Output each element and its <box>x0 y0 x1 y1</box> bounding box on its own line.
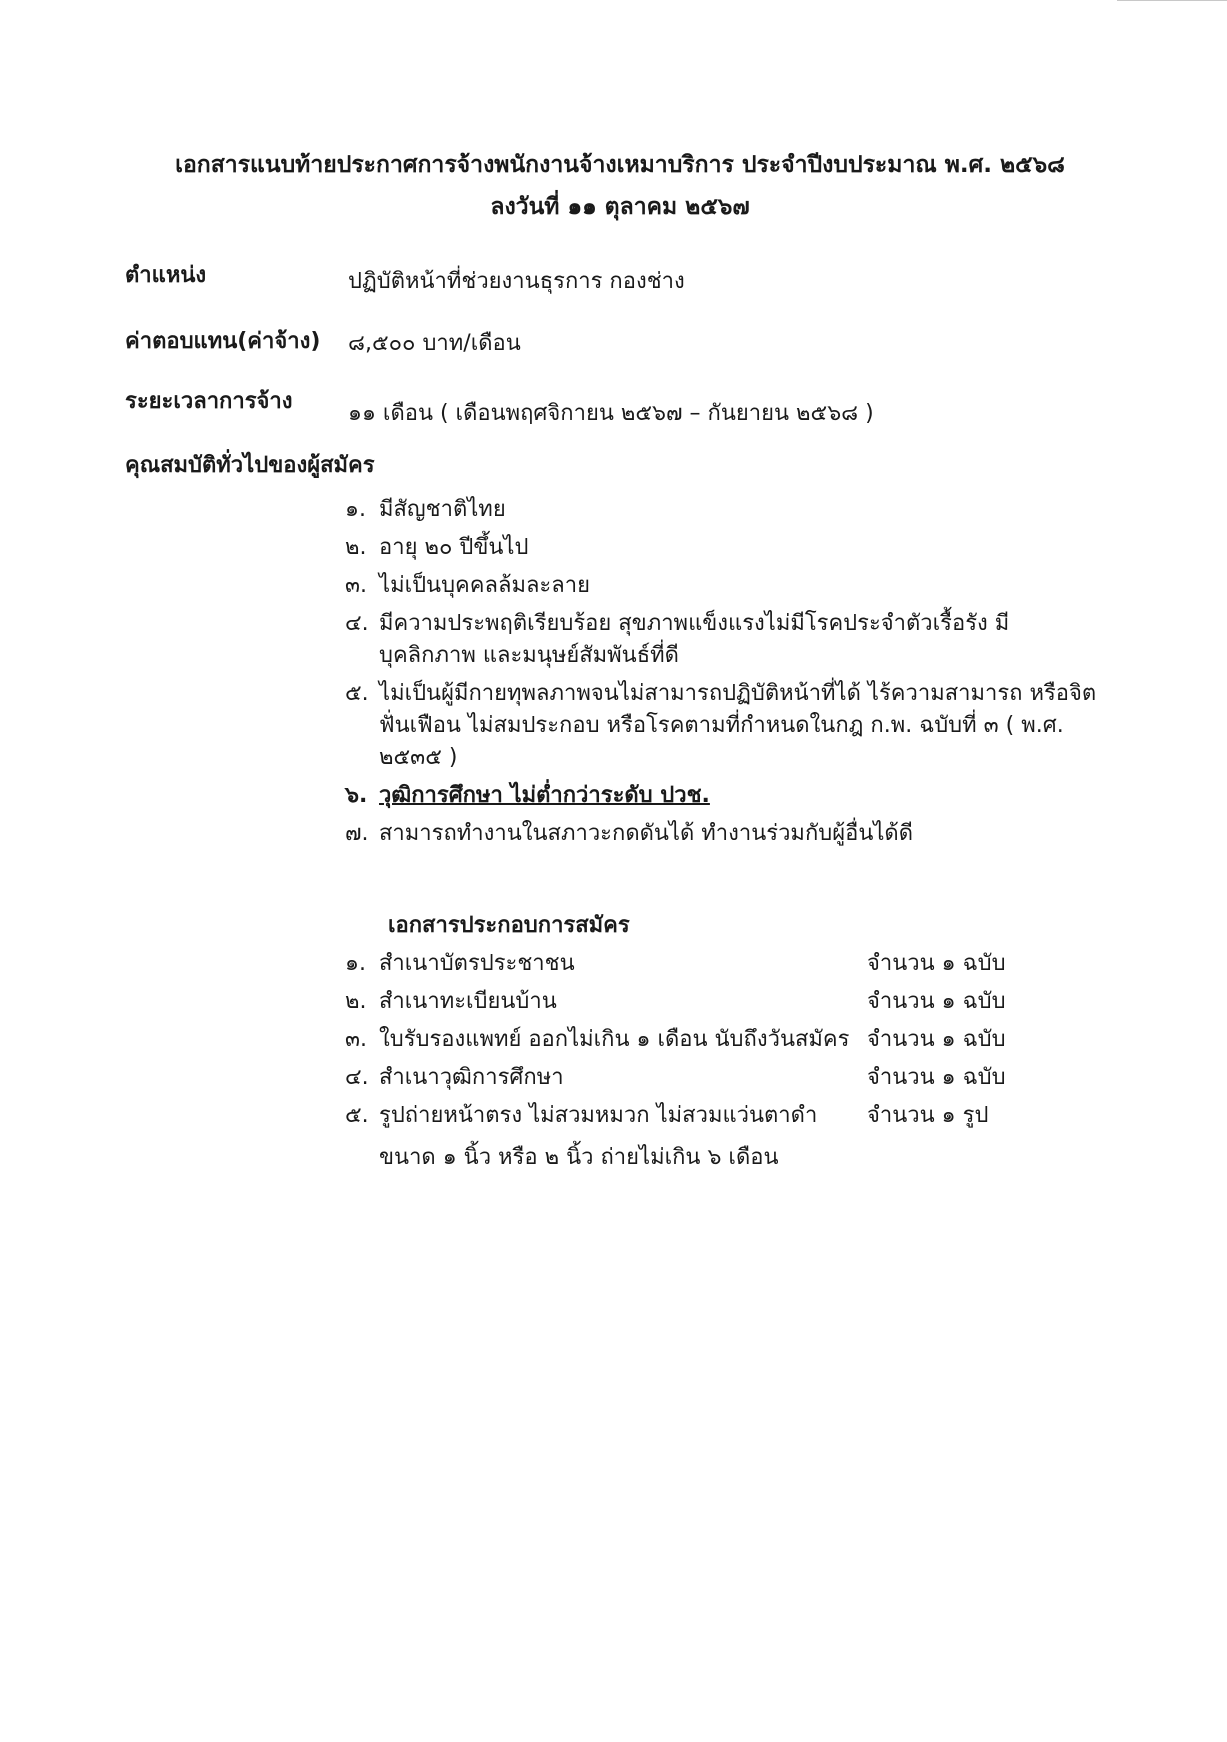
scan-edge-mark <box>1117 0 1227 7</box>
duration-label: ระยะเวลาการจ้าง <box>125 389 293 414</box>
item-text: ไม่เป็นบุคคลล้มละลาย <box>379 573 590 598</box>
document-item <box>345 986 1065 1022</box>
item-text: วุฒิการศึกษา ไม่ต่ำกว่าระดับ ปวช. <box>379 783 710 808</box>
qualifications-list <box>345 494 1105 850</box>
qualifications-heading: คุณสมบัติทั่วไปของผู้สมัคร <box>125 453 375 478</box>
item-number: ๑. <box>345 497 366 522</box>
duration-value: ๑๑ เดือน ( เดือนพฤศจิกายน ๒๕๖๗ – กันยายน ๒๕๖๘ ) <box>348 401 874 426</box>
qualification-item <box>345 678 1105 774</box>
item-text: ไม่เป็นผู้มีกายทุพลภาพจนไม่สามารถปฏิบัติหน้าที่ได้ ไร้ความสามารถ หรือจิตฟั่นเฟือน ไม่สมประกอบ หรือโรคตามที่กำหนดในกฎ ก.พ. ฉบับที่ ๓ ( พ.ศ. ๒๕๓๕ ) <box>379 681 1097 770</box>
document-date: ลงวันที่ ๑๑ ตุลาคม ๒๕๖๗ <box>490 194 750 220</box>
item-text: มีสัญชาติไทย <box>379 497 506 522</box>
salary-label: ค่าตอบแทน(ค่าจ้าง) <box>125 329 321 354</box>
qualification-item <box>345 818 1105 850</box>
document-item <box>345 948 1065 984</box>
item-number: ๓. <box>345 573 368 598</box>
item-text: สำเนาบัตรประชาชน <box>379 951 575 976</box>
document-item <box>345 1100 1065 1136</box>
item-text: สำเนาวุฒิการศึกษา <box>379 1065 564 1090</box>
salary-value: ๘,๕๐๐ บาท/เดือน <box>348 331 521 356</box>
item-number: ๒. <box>345 535 367 560</box>
document-item <box>345 1024 1065 1060</box>
item-count: จำนวน ๑ ฉบับ <box>867 1065 1006 1090</box>
position-value: ปฏิบัติหน้าที่ช่วยงานธุรการ กองช่าง <box>348 269 685 294</box>
qualification-item <box>345 532 1105 564</box>
qualification-item-education <box>345 780 1105 812</box>
item-text: ใบรับรองแพทย์ ออกไม่เกิน ๑ เดือน นับถึงวันสมัคร <box>379 1027 850 1052</box>
item-number: ๔. <box>345 1065 369 1090</box>
item-number: ๒. <box>345 989 367 1014</box>
document-item-continuation: ขนาด ๑ นิ้ว หรือ ๒ นิ้ว ถ่ายไม่เกิน ๖ เดือน <box>379 1145 779 1170</box>
item-number: ๑. <box>345 951 366 976</box>
qualification-item <box>345 608 1105 672</box>
item-text: สำเนาทะเบียนบ้าน <box>379 989 557 1014</box>
item-text: รูปถ่ายหน้าตรง ไม่สวมหมวก ไม่สวมแว่นตาดำ <box>379 1103 818 1128</box>
position-label: ตำแหน่ง <box>125 263 207 288</box>
item-text: สามารถทำงานในสภาวะกดดันได้ ทำงานร่วมกับผู้อื่นได้ดี <box>379 821 914 846</box>
item-number: ๔. <box>345 611 369 636</box>
item-text: อายุ ๒๐ ปีขึ้นไป <box>379 535 529 560</box>
qualification-item <box>345 570 1105 602</box>
item-count: จำนวน ๑ ฉบับ <box>867 989 1006 1014</box>
item-count: จำนวน ๑ ฉบับ <box>867 1027 1006 1052</box>
item-text: มีความประพฤติเรียบร้อย สุขภาพแข็งแรงไม่มีโรคประจำตัวเรื้อรัง มีบุคลิกภาพ และมนุษย์สัมพันธ์ที่ดี <box>379 611 1010 668</box>
document-title: เอกสารแนบท้ายประกาศการจ้างพนักงานจ้างเหมาบริการ ประจำปีงบประมาณ พ.ศ. ๒๕๖๘ <box>175 152 1065 178</box>
documents-heading: เอกสารประกอบการสมัคร <box>388 913 630 938</box>
item-count: จำนวน ๑ รูป <box>867 1103 989 1128</box>
item-number: ๓. <box>345 1027 368 1052</box>
item-number: ๕. <box>345 681 369 706</box>
document-item <box>345 1062 1065 1098</box>
item-count: จำนวน ๑ ฉบับ <box>867 951 1006 976</box>
qualification-item <box>345 494 1105 526</box>
item-number: ๖. <box>345 783 368 808</box>
item-number: ๕. <box>345 1103 369 1128</box>
item-number: ๗. <box>345 821 369 846</box>
